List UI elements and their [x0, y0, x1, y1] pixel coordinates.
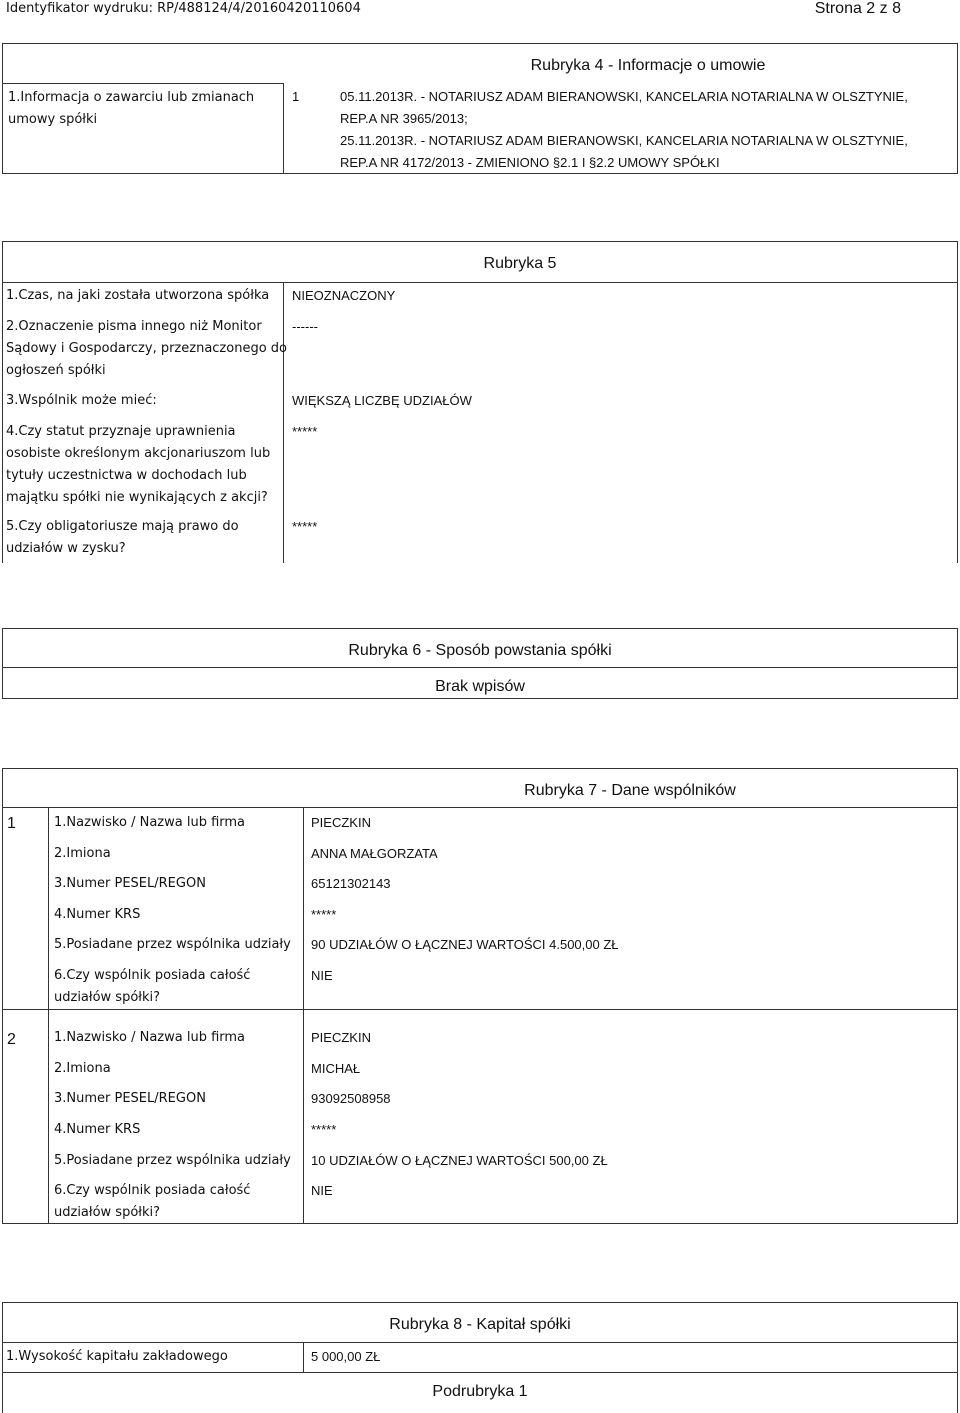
rubryka-6-title: Rubryka 6 - Sposób powstania spółki: [348, 642, 612, 659]
partner-2-value-3: 93092508958: [311, 1091, 391, 1106]
rubryka-4-entry-number: 1: [292, 89, 300, 104]
partner-1-label-6: 6.Czy wspólnik posiada całość udziałów spółki?: [54, 968, 251, 1005]
print-id: Identyfikator wydruku: RP/488124/4/20160420110604: [6, 1, 361, 16]
partner-1-value-5: 90 UDZIAŁÓW O ŁĄCZNEJ WARTOŚCI 4.500,00 ZŁ: [311, 937, 619, 952]
partner-1-label-5: 5.Posiadane przez wspólnika udziały: [54, 937, 291, 952]
partner-2-label-2: 2.Imiona: [54, 1061, 111, 1076]
r5-label-1: 1.Czas, na jaki została utworzona spółka: [6, 288, 270, 303]
podrubryka-1-title: Podrubryka 1: [432, 1383, 528, 1400]
capital-value: 5 000,00 ZŁ: [311, 1349, 381, 1364]
partner-1-value-3: 65121302143: [311, 876, 391, 891]
rubryka-4-entry-text: 05.11.2013R. - NOTARIUSZ ADAM BIERANOWSKI, KANCELARIA NOTARIALNA W OLSZTYNIE, REP.A NR 3965/2013; 25.11.2013R. - NOTARIUSZ ADAM BIERANOWSKI, KANCELARIA NOTARIALNA W OLSZTYNIE, REP.A NR 4172/2013 - ZMIENIONO §2.1 I §2.2 UMOWY SPÓŁKI: [340, 89, 908, 170]
r5-label-2: 2.Oznaczenie pisma innego niż Monitor Sądowy i Gospodarczy, przeznaczonego do ogłoszeń spółki: [6, 319, 287, 378]
partner-2-number: 2: [7, 1031, 16, 1048]
r5-value-2: ------: [292, 319, 318, 334]
r5-value-3: WIĘKSZĄ LICZBĘ UDZIAŁÓW: [292, 393, 472, 408]
partner-2-value-1: PIECZKIN: [311, 1030, 371, 1045]
rubryka-7-title: Rubryka 7 - Dane wspólników: [524, 782, 736, 799]
rubryka-6-empty: Brak wpisów: [435, 678, 525, 695]
rubryka-4-title: Rubryka 4 - Informacje o umowie: [530, 57, 766, 74]
page-number: Strona 2 z 8: [814, 0, 901, 17]
partner-2-value-2: MICHAŁ: [311, 1061, 361, 1076]
r5-label-3: 3.Wspólnik może mieć:: [6, 393, 157, 408]
partner-2-value-4: *****: [311, 1122, 337, 1137]
capital-label: 1.Wysokość kapitału zakładowego: [6, 1349, 228, 1364]
r5-value-4: *****: [292, 424, 318, 439]
partner-1-label-2: 2.Imiona: [54, 846, 111, 861]
partner-1-value-4: *****: [311, 907, 337, 922]
r5-value-1: NIEOZNACZONY: [292, 288, 396, 303]
partner-2-label-5: 5.Posiadane przez wspólnika udziały: [54, 1153, 291, 1168]
partner-2-label-3: 3.Numer PESEL/REGON: [54, 1091, 206, 1106]
partner-2-value-5: 10 UDZIAŁÓW O ŁĄCZNEJ WARTOŚCI 500,00 ZŁ: [311, 1153, 608, 1168]
partner-1-value-6: NIE: [311, 968, 333, 983]
partner-1-label-4: 4.Numer KRS: [54, 907, 141, 922]
r5-label-4: 4.Czy statut przyznaje uprawnienia osobiste określonym akcjonariuszom lub tytuły uczestnictwa w dochodach lub majątku spółki nie wynikających z akcji?: [6, 424, 271, 505]
partner-1-value-1: PIECZKIN: [311, 815, 371, 830]
partner-2-label-1: 1.Nazwisko / Nazwa lub firma: [54, 1030, 246, 1045]
partner-2-label-4: 4.Numer KRS: [54, 1122, 141, 1137]
partner-1-number: 1: [7, 815, 16, 832]
r5-value-5: *****: [292, 519, 318, 534]
rubryka-4-label: 1.Informacja o zawarciu lub zmianach umowy spółki: [8, 90, 255, 127]
r5-label-5: 5.Czy obligatoriusze mają prawo do udziałów w zysku?: [6, 519, 239, 556]
rubryka-5-title: Rubryka 5: [483, 255, 557, 272]
partner-1-value-2: ANNA MAŁGORZATA: [311, 846, 438, 861]
partner-2-label-6: 6.Czy wspólnik posiada całość udziałów spółki?: [54, 1183, 251, 1220]
rubryka-8-title: Rubryka 8 - Kapitał spółki: [389, 1316, 571, 1333]
partner-1-label-1: 1.Nazwisko / Nazwa lub firma: [54, 815, 246, 830]
partner-2-value-6: NIE: [311, 1183, 333, 1198]
partner-1-label-3: 3.Numer PESEL/REGON: [54, 876, 206, 891]
